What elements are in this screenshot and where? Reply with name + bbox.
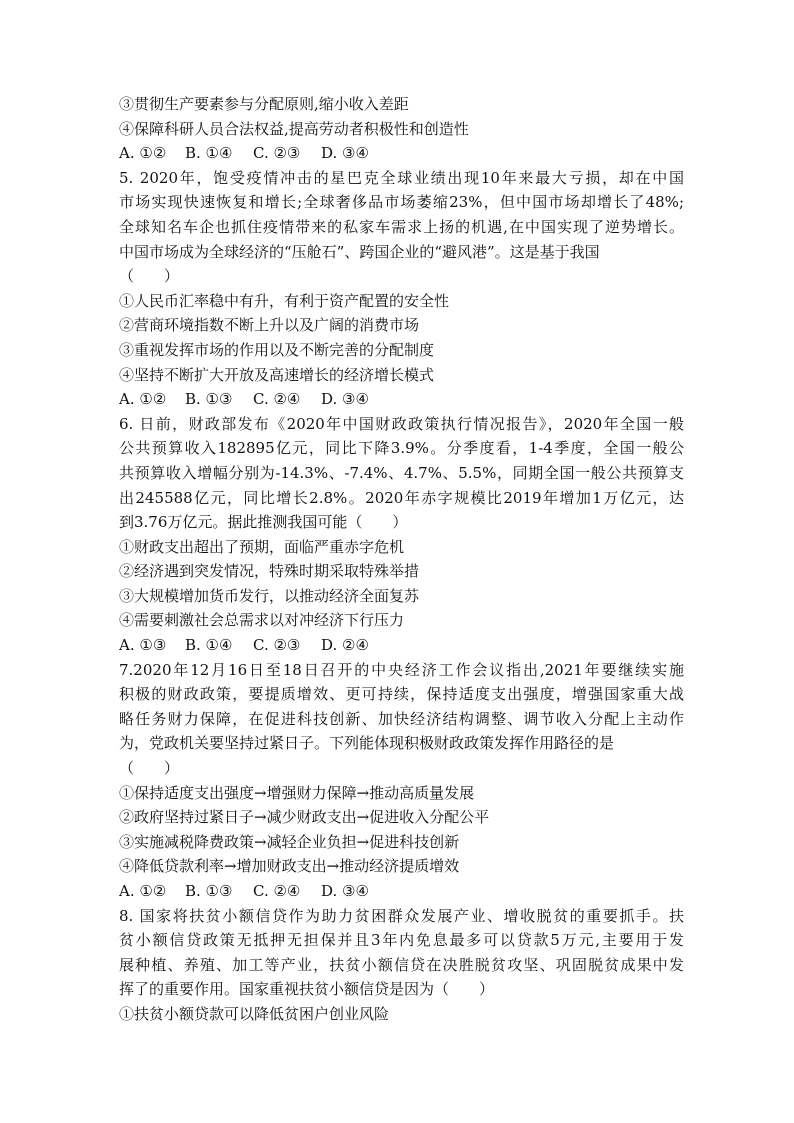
q6-stem-line-5: 到3.76万亿元。据此推测我国可能（ ） (119, 513, 408, 532)
q5-choice-c: C. ②④ (253, 390, 301, 409)
q6-choice-d: D. ②④ (321, 636, 369, 655)
q4-option-3: ③贯彻生产要素参与分配原则,缩小收入差距 (119, 95, 409, 113)
q5-stem-line-1: 5. 2020年，饱受疫情冲击的星巴克全球业绩出现10年来最大亏损，却在中国 (119, 168, 684, 187)
q6-choices (119, 633, 684, 658)
q5-stem-line-3: 全球知名车企也抓住疫情带来的私家车需求上扬的机遇,在中国实现了逆势增长。 (119, 217, 684, 236)
q6-stem-line-2: 公共预算收入182895亿元，同比下降3.9%。分季度看，1-4季度，全国一般公 (119, 439, 684, 458)
q4-choice-a: A. ①② (119, 144, 167, 163)
q5-stem-line-2: 市场实现快速恢复和增长;全球奢侈品市场萎缩23%，但中国市场却增长了48%; (119, 193, 684, 212)
document-page (119, 92, 684, 1027)
q5-answer-bracket: （ ） (119, 267, 180, 286)
q5-option-2: ②营商环境指数不断上升以及广阔的消费市场 (119, 316, 420, 335)
q8-stem-line-4: 挥了的重要作用。国家重视扶贫小额信贷是因为（ ） (119, 980, 495, 999)
q5-choice-a: A. ①② (119, 390, 167, 409)
q7-choice-d: D. ③④ (321, 882, 369, 900)
q5-option-1: ①人民币汇率稳中有升，有利于资产配置的安全性 (119, 291, 450, 310)
q5-option-3: ③重视发挥市场的作用以及不断完善的分配制度 (119, 340, 435, 359)
q7-choice-b: B. ①③ (185, 882, 233, 900)
q6-option-2: ②经济遇到突发情况，特殊时期采取特殊举措 (119, 562, 420, 581)
q8-option-1: ①扶贫小额贷款可以降低贫困户创业风险 (119, 1004, 390, 1023)
q4-choice-d: D. ③④ (321, 144, 369, 163)
q4-choice-b: B. ①④ (185, 144, 233, 163)
q5-choice-b: B. ①③ (185, 390, 233, 409)
q7-stem-line-3: 略任务财力保障，在促进科技创新、加快经济结构调整、调节收入分配上主动作 (119, 709, 684, 728)
q4-choices (119, 141, 684, 166)
q7-stem-line-1: 7.2020年12月16日至18日召开的中央经济工作会议指出,2021年要继续实施 (119, 660, 684, 679)
q7-choices (119, 879, 684, 904)
q8-stem-line-1: 8. 国家将扶贫小额信贷作为助力贫困群众发展产业、增收脱贫的重要抓手。扶 (119, 906, 684, 925)
q7-answer-bracket: （ ） (119, 759, 180, 778)
q5-stem-line-4: 中国市场成为全球经济的“压舱石”、跨国企业的“避风港”。这是基于我国 (119, 242, 600, 261)
q6-option-1: ①财政支出超出了预期，面临严重赤字危机 (119, 537, 405, 556)
q4-option-4: ④保障科研人员合法权益,提高劳动者积极性和创造性 (119, 119, 469, 138)
q4-choice-c: C. ②③ (253, 144, 301, 163)
q7-option-3: ③实施减税降费政策→减轻企业负担→促进科技创新 (119, 832, 460, 851)
q6-stem-line-3: 共预算收入增幅分别为-14.3%、-7.4%、4.7%、5.5%，同期全国一般公共预算支 (119, 463, 684, 482)
q8-stem-line-3: 展种植、养殖、加工等产业，扶贫小额信贷在决胜脱贫攻坚、巩固脱贫成果中发 (119, 955, 684, 974)
q6-choice-c: C. ②③ (253, 636, 301, 655)
q7-stem-line-2: 积极的财政政策，要提质增效、更可持续，保持适度支出强度，增强国家重大战 (119, 685, 684, 704)
q7-choice-a: A. ①② (119, 882, 167, 900)
q6-option-3: ③大规模增加货币发行，以推动经济全面复苏 (119, 586, 420, 605)
q8-stem-line-2: 贫小额信贷政策无抵押无担保并且3年内免息最多可以贷款5万元,主要用于发 (119, 931, 684, 950)
q7-stem-line-4: 为，党政机关要坚持过紧日子。下列能体现积极财政政策发挥作用路径的是 (119, 734, 615, 753)
q5-choices (119, 387, 684, 412)
q5-option-4: ④坚持不断扩大开放及高速增长的经济增长模式 (119, 365, 435, 384)
q7-option-4: ④降低贷款利率→增加财政支出→推动经济提质增效 (119, 857, 460, 876)
q7-option-1: ①保持适度支出强度→增强财力保障→推动高质量发展 (119, 783, 475, 802)
q6-option-4: ④需要刺激社会总需求以对冲经济下行压力 (119, 611, 405, 630)
q6-choice-a: A. ①③ (119, 636, 167, 655)
q6-choice-b: B. ①④ (185, 636, 233, 655)
q7-choice-c: C. ②④ (253, 882, 301, 900)
q6-stem-line-4: 出245588亿元，同比增长2.8%。2020年赤字规模比2019年增加1万亿元，达 (119, 488, 684, 507)
q7-option-2: ②政府坚持过紧日子→减少财政支出→促进收入分配公平 (119, 808, 490, 827)
q6-stem-line-1: 6. 日前，财政部发布《2020年中国财政政策执行情况报告》，2020年全国一般 (119, 414, 684, 433)
q5-choice-d: D. ③④ (321, 390, 369, 409)
